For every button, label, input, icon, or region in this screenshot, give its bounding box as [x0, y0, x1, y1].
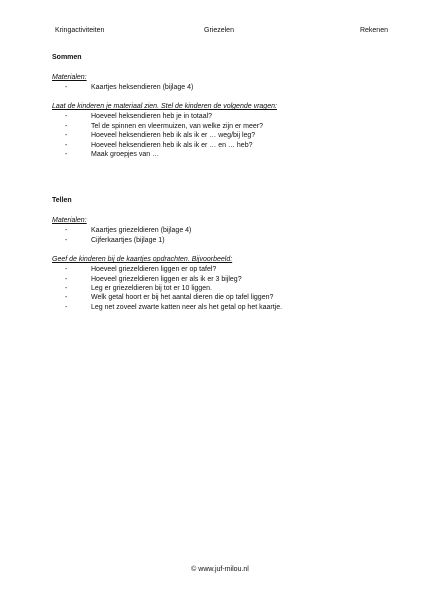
instructions-heading: Laat de kinderen je materiaal zien. Stel de kinderen de volgende vragen:: [52, 103, 277, 111]
list-item: [52, 112, 392, 121]
list-item-text: Kaartjes heksendieren (bijlage 4): [91, 84, 194, 91]
section-sommen: [52, 53, 392, 159]
list-item-text: Hoeveel heksendieren heb je in totaal?: [91, 113, 213, 121]
section-title: Sommen: [52, 54, 82, 61]
list-item-text: Welk getal hoort er bij het aantal dieren die op tafel liggen?: [91, 294, 274, 302]
dash-bullet: -: [65, 141, 68, 149]
dash-bullet: -: [65, 132, 68, 140]
dash-bullet: -: [65, 303, 68, 311]
header-theme: Griezelen: [204, 27, 234, 34]
instructions-heading: Geef de kinderen bij de kaartjes opdrachten. Bijvoorbeeld:: [52, 256, 233, 264]
dash-bullet: -: [65, 122, 68, 130]
materials-heading: Materialen:: [52, 217, 87, 225]
dash-bullet: -: [65, 294, 68, 302]
list-item: [52, 236, 392, 245]
list-item: [52, 141, 392, 150]
instructions-list: [52, 112, 392, 159]
list-item-text: Tel de spinnen en vleermuizen, van welke zijn er meer?: [91, 122, 263, 130]
header-category: Kringactiviteiten: [55, 27, 105, 34]
document-body: [52, 53, 392, 312]
list-item: [52, 303, 392, 312]
list-item: [52, 83, 392, 92]
list-item-text: Leg er griezeldieren bij tot er 10 liggen.: [91, 284, 213, 292]
dash-bullet: -: [65, 275, 68, 283]
dash-bullet: -: [65, 150, 68, 158]
dash-bullet: -: [65, 284, 68, 292]
list-item: [52, 150, 392, 159]
list-item: [52, 275, 392, 284]
list-item-text: Leg net zoveel zwarte katten neer als het getal op het kaartje.: [91, 303, 283, 311]
materials-heading: Materialen:: [52, 74, 87, 81]
dash-bullet: -: [65, 84, 68, 91]
section-title: Tellen: [52, 197, 72, 205]
header-subject: Rekenen: [359, 27, 388, 34]
instructions-list: [52, 265, 392, 312]
dash-bullet: -: [65, 266, 68, 274]
dash-bullet: -: [65, 227, 68, 235]
list-item-text: Maak groepjes van …: [91, 150, 160, 158]
list-item: [52, 284, 392, 293]
list-item-text: Kaartjes griezeldieren (bijlage 4): [91, 227, 192, 235]
list-item-text: Hoeveel heksendieren heb ik als ik er … en … heb?: [91, 141, 253, 149]
list-item-text: Cijferkaartjes (bijlage 1): [91, 236, 165, 244]
list-item-text: Hoeveel heksendieren heb ik als ik er … weg/bij leg?: [91, 132, 256, 140]
list-item: [52, 131, 392, 140]
list-item: [52, 122, 392, 131]
list-item-text: Hoeveel griezeldieren liggen er op tafel?: [91, 266, 217, 274]
list-item: [52, 265, 392, 274]
footer-copyright: © www.juf-milou.nl: [191, 566, 249, 573]
list-item-text: Hoeveel griezeldieren liggen er als ik er 3 bijleg?: [91, 275, 242, 283]
list-item: [52, 226, 392, 235]
materials-list: [52, 226, 392, 245]
section-tellen: [52, 196, 392, 312]
dash-bullet: -: [65, 236, 68, 244]
materials-list: [52, 83, 392, 92]
page-header: [55, 26, 388, 36]
dash-bullet: -: [65, 113, 68, 121]
list-item: [52, 293, 392, 302]
